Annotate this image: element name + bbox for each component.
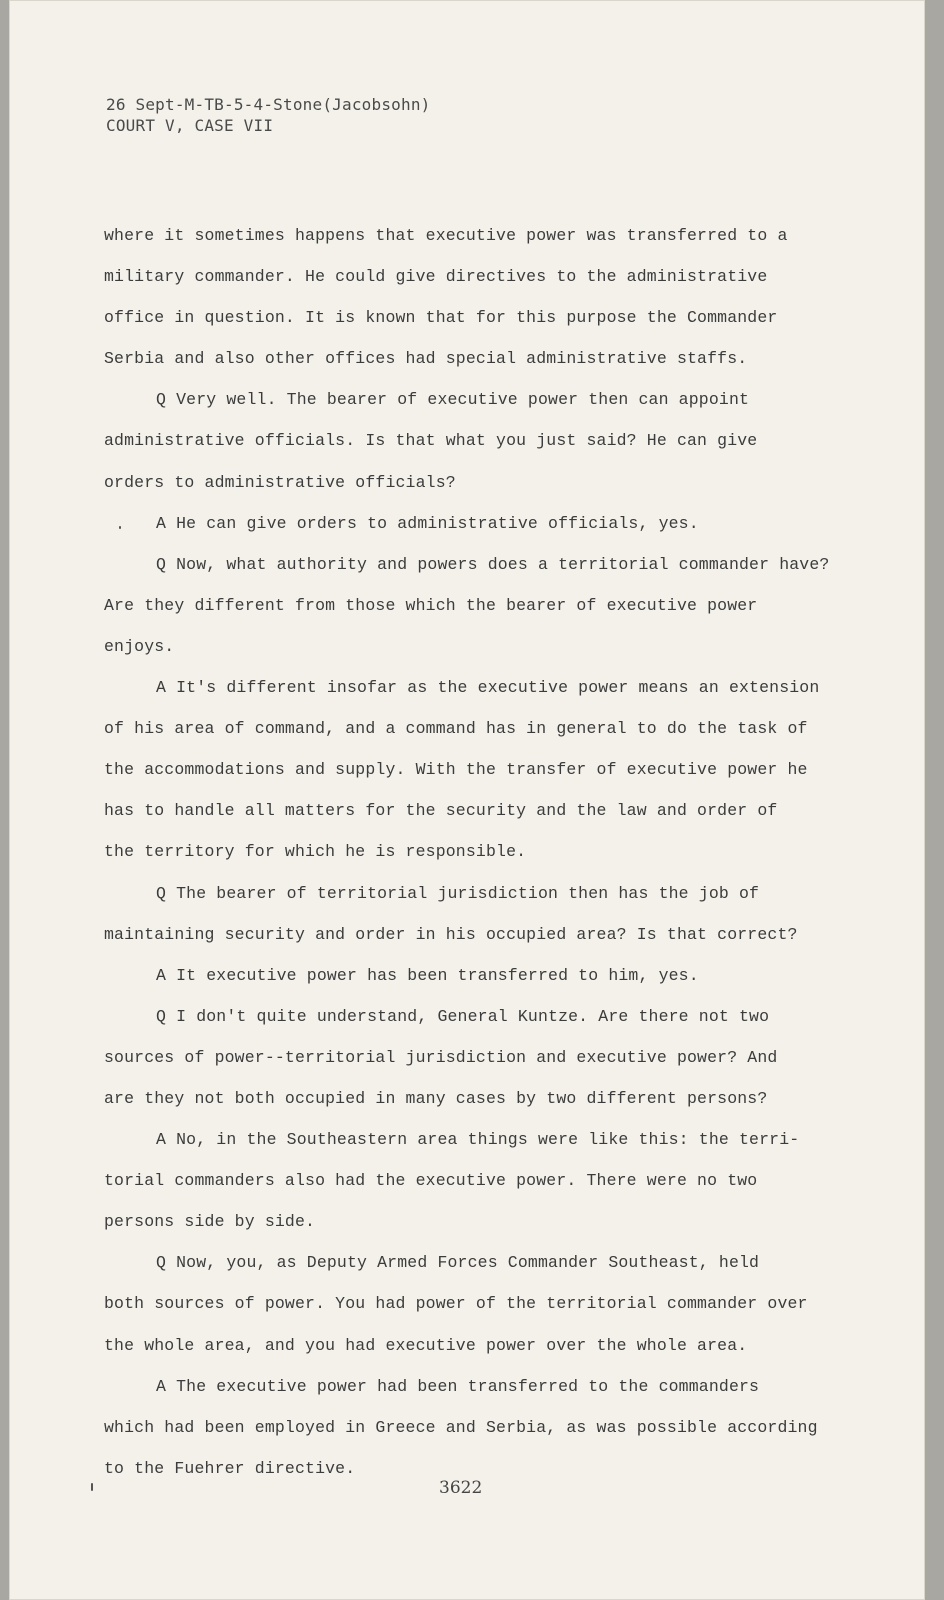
document-header bbox=[106, 94, 430, 136]
transcript-line: the whole area, and you had executive power over the whole area. bbox=[104, 1335, 748, 1355]
transcript-line: the territory for which he is responsible. bbox=[104, 842, 527, 862]
transcript-line: are they not both occupied in many cases by two different persons? bbox=[104, 1088, 768, 1108]
transcript-line: of his area of command, and a command has in general to do the task of bbox=[104, 719, 808, 739]
transcript-line: orders to administrative officials? bbox=[104, 472, 456, 492]
transcript-line: Are they different from those which the bearer of executive power bbox=[104, 595, 758, 615]
transcript-line: office in question. It is known that for this purpose the Commander bbox=[104, 308, 778, 328]
stray-mark bbox=[119, 526, 121, 529]
transcript-line: both sources of power. You had power of the territorial commander over bbox=[104, 1294, 808, 1314]
transcript-line: maintaining security and order in his occupied area? Is that correct? bbox=[104, 924, 798, 944]
transcript-line: has to handle all matters for the security and the law and order of bbox=[104, 801, 778, 821]
transcript-line: Q I don't quite understand, General Kuntze. Are there not two bbox=[156, 1006, 770, 1026]
transcript-line: Q Now, what authority and powers does a territorial commander have? bbox=[156, 554, 830, 574]
transcript-line: administrative officials. Is that what you just said? He can give bbox=[104, 431, 758, 451]
transcript-line: military commander. He could give directives to the administrative bbox=[104, 267, 768, 287]
document-page bbox=[9, 0, 925, 1600]
transcript-line: A The executive power had been transferred to the commanders bbox=[156, 1376, 760, 1396]
transcript-line: Q The bearer of territorial jurisdiction then has the job of bbox=[156, 883, 760, 903]
transcript-line: sources of power--territorial jurisdiction and executive power? And bbox=[104, 1047, 778, 1067]
stray-mark bbox=[91, 1483, 93, 1491]
page-number: 3622 bbox=[439, 1478, 483, 1498]
transcript-line: A He can give orders to administrative officials, yes. bbox=[156, 513, 699, 533]
transcript-line: Serbia and also other offices had special administrative staffs. bbox=[104, 349, 748, 369]
header-court-line: COURT V, CASE VII bbox=[106, 116, 274, 135]
transcript-line: A It executive power has been transferred to him, yes. bbox=[156, 965, 699, 985]
transcript-body bbox=[104, 215, 894, 1489]
transcript-line: A It's different insofar as the executive power means an extension bbox=[156, 678, 820, 698]
transcript-line: to the Fuehrer directive. bbox=[104, 1458, 356, 1478]
header-reference-line: 26 Sept-M-TB-5-4-Stone(Jacobsohn) bbox=[106, 95, 431, 114]
transcript-line: Q Now, you, as Deputy Armed Forces Commander Southeast, held bbox=[156, 1253, 760, 1273]
transcript-line: enjoys. bbox=[104, 636, 175, 656]
transcript-line: where it sometimes happens that executive power was transferred to a bbox=[104, 226, 788, 245]
transcript-line: the accommodations and supply. With the transfer of executive power he bbox=[104, 760, 808, 780]
transcript-line: torial commanders also had the executive power. There were no two bbox=[104, 1171, 758, 1191]
transcript-line: persons side by side. bbox=[104, 1212, 316, 1232]
transcript-line: A No, in the Southeastern area things were like this: the terri- bbox=[156, 1130, 800, 1150]
transcript-line: Q Very well. The bearer of executive power then can appoint bbox=[156, 390, 750, 410]
transcript-line: which had been employed in Greece and Serbia, as was possible according bbox=[104, 1417, 818, 1437]
